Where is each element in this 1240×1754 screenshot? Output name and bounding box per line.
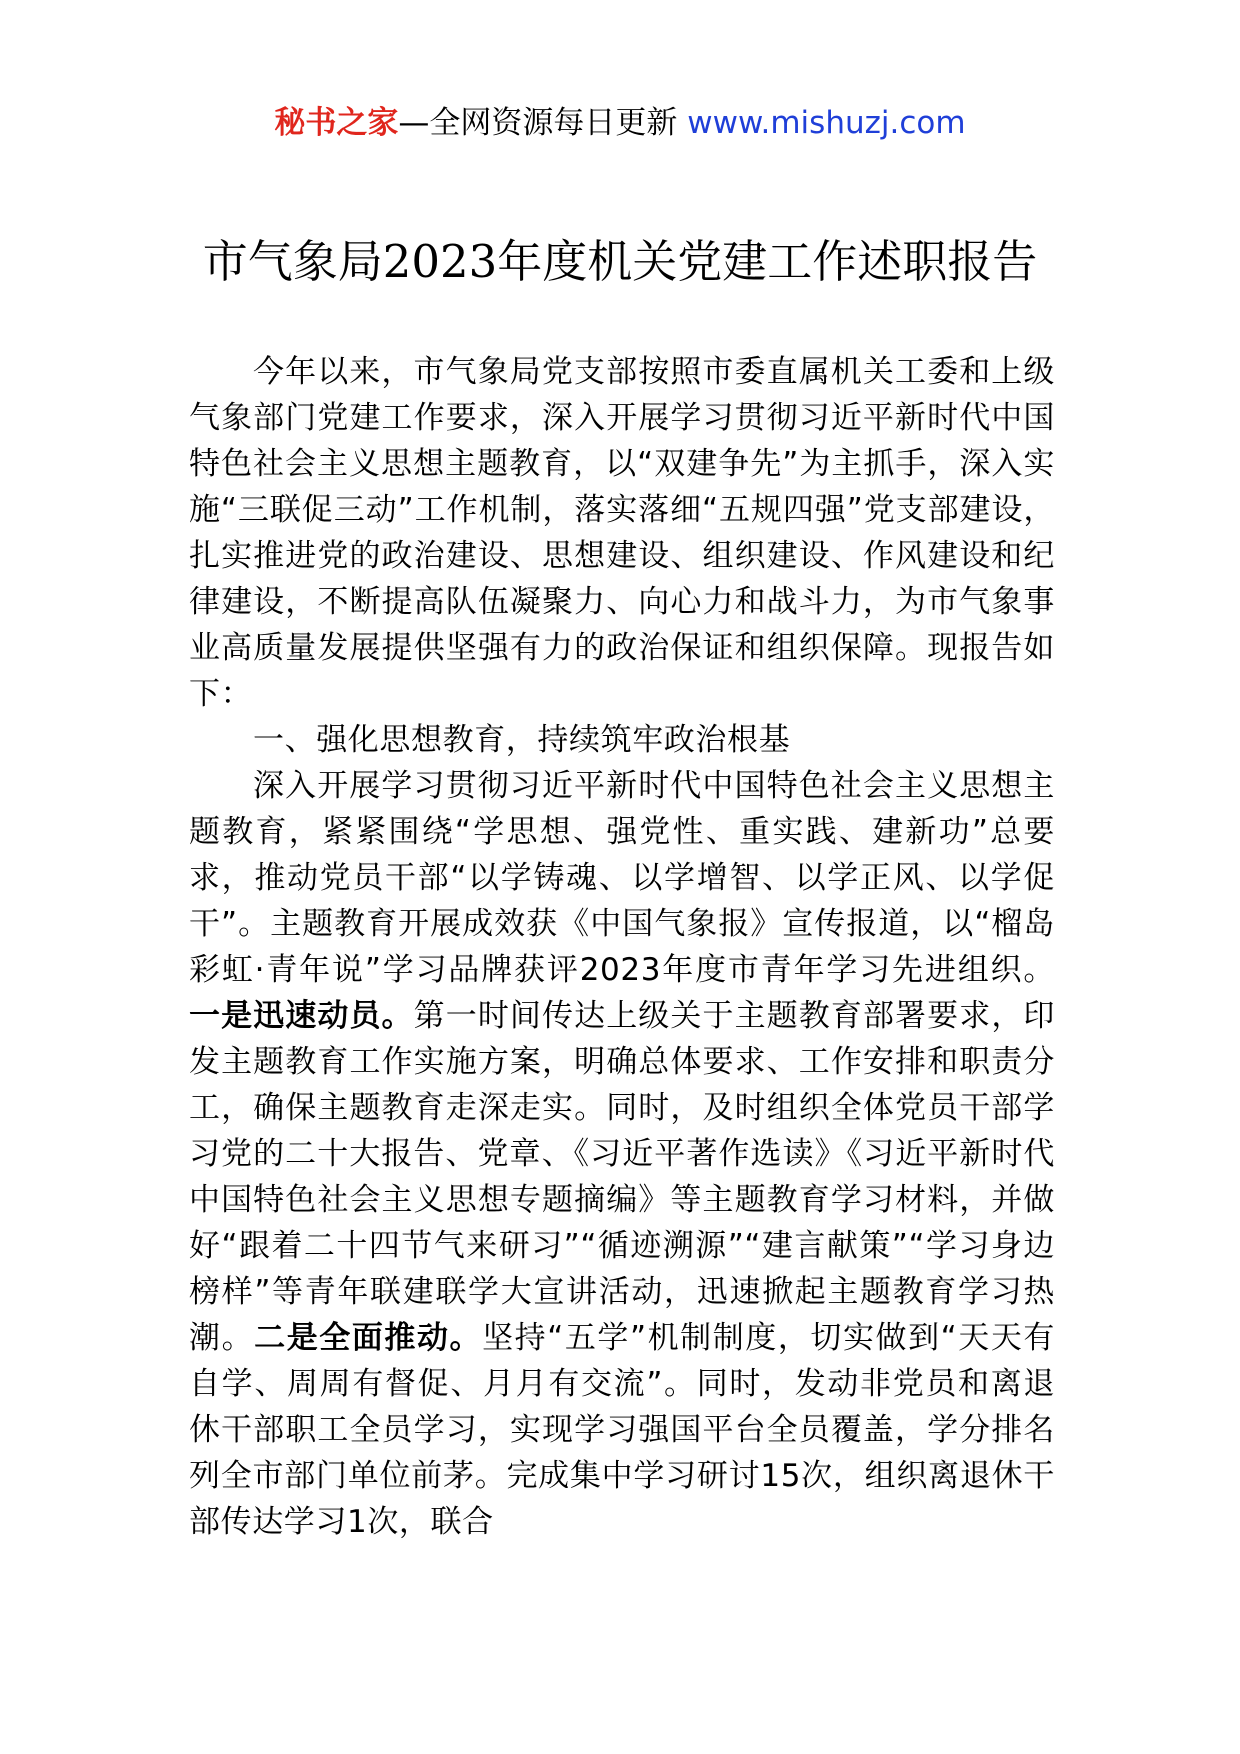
document-title: 市气象局2023年度机关党建工作述职报告 [202,235,1038,288]
paragraph-mid-text: 第一时间传达上级关于主题教育部署要求，印发主题教育工作实施方案，明确总体要求、工作安排和职责分工，确保主题教育走深走实。同时，及时组织全体党员干部学习党的二十大报告、党章、《习近平著作选读》《习近平新时代中国特色社会主义思想专题摘编》等主题教育学习材料，并做好“跟着二十四节气来研习”“循迹溯源”“建言献策”“学习身边榜样”等青年联建联学大宣讲活动，迅速掀起主题教育学习热潮。 [189,998,1056,1356]
page-header [0,103,1240,143]
bold-point-2: 二是全面推动。 [254,1320,483,1356]
bold-point-1: 一是迅速动员。 [189,998,414,1034]
intro-paragraph: 今年以来，市气象局党支部按照市委直属机关工委和上级气象部门党建工作要求，深入开展学习贯彻习近平新时代中国特色社会主义思想主题教育，以“双建争先”为主抓手，深入实施“三联促三动”工作机制，落实落细“五规四强”党支部建设，扎实推进党的政治建设、思想建设、组织建设、作风建设和纪律建设，不断提高队伍凝聚力、向心力和战斗力，为市气象事业高质量发展提供坚强有力的政治保证和组织保障。现报告如下： [189,354,1055,712]
section-paragraph [189,763,1055,1545]
document-body [189,349,1055,1545]
brand-name: 秘书之家 [274,105,399,141]
site-url-link[interactable]: www.mishuzj.com [687,105,966,141]
section-heading: 一、强化思想教育，持续筑牢政治根基 [253,722,791,758]
paragraph-tail-text: 坚持“五学”机制制度，切实做到“天天有自学、周周有督促、月月有交流”。同时，发动非党员和离退休干部职工全员学习，实现学习强国平台全员覆盖，学分排名列全市部门单位前茅。完成集中学习研讨15次，组织离退休干部传达学习1次，联合 [189,1320,1056,1540]
header-tagline: —全网资源每日更新 [398,105,678,141]
paragraph-lead-text: 深入开展学习贯彻习近平新时代中国特色社会主义思想主题教育，紧紧围绕“学思想、强党性、重实践、建新功”总要求，推动党员干部“以学铸魂、以学增智、以学正风、以学促干”。主题教育开展成效获《中国气象报》宣传报道，以“榴岛彩虹·青年说”学习品牌获评2023年度市青年学习先进组织。 [189,768,1055,988]
